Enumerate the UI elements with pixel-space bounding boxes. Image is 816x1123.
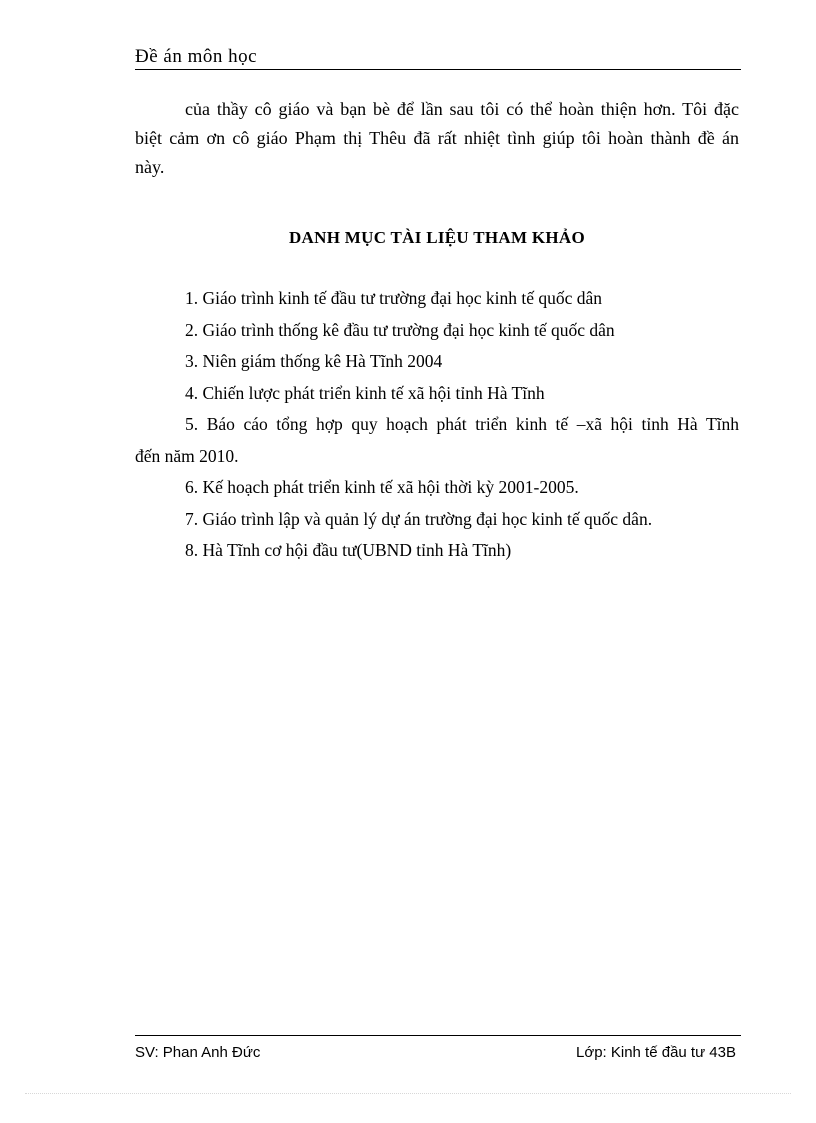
reference-text: 6. Kế hoạch phát triển kinh tế xã hội thời kỳ 2001-2005. <box>185 477 579 497</box>
reference-text: 3. Niên giám thống kê Hà Tĩnh 2004 <box>185 351 443 371</box>
reference-item <box>135 378 739 410</box>
page-bottom-border <box>25 1093 791 1094</box>
reference-text: 4. Chiến lược phát triển kinh tế xã hội tỉnh Hà Tĩnh <box>185 382 545 403</box>
intro-line: biệt cảm ơn cô giáo Phạm thị Thêu đã rất nhiệt tình giúp tôi hoàn thành đề án <box>135 128 739 148</box>
intro-paragraph <box>135 95 739 182</box>
reference-item <box>135 346 739 378</box>
reference-item <box>135 315 739 347</box>
footer-divider <box>135 1035 741 1036</box>
reference-text: 1. Giáo trình kinh tế đầu tư trường đại học kinh tế quốc dân <box>185 288 603 308</box>
reference-item <box>135 472 739 504</box>
intro-line: này. <box>135 157 165 177</box>
footer-student: SV: Phan Anh Đức <box>135 1044 261 1061</box>
reference-item <box>135 283 739 315</box>
reference-text-continuation: đến năm 2010. <box>135 445 239 466</box>
footer-class: Lớp: Kinh tế đầu tư 43B <box>576 1044 736 1061</box>
reference-text: 8. Hà Tĩnh cơ hội đầu tư(UBND tỉnh Hà Tĩnh) <box>185 540 512 560</box>
reference-item <box>135 409 739 472</box>
header-divider <box>135 69 741 70</box>
reference-list <box>135 283 739 567</box>
header-title: Đề án môn học <box>135 46 258 67</box>
references-heading: DANH MỤC TÀI LIỆU THAM KHẢO <box>288 228 586 247</box>
reference-text: 7. Giáo trình lập và quản lý dự án trường đại học kinh tế quốc dân. <box>185 508 653 529</box>
reference-item <box>135 535 739 567</box>
reference-text: 5. Báo cáo tổng hợp quy hoạch phát triển kinh tế –xã hội tỉnh Hà Tĩnh <box>185 414 739 434</box>
reference-text: 2. Giáo trình thống kê đầu tư trường đại học kinh tế quốc dân <box>185 319 615 340</box>
reference-item <box>135 504 739 536</box>
intro-line: của thầy cô giáo và bạn bè để lần sau tôi có thể hoàn thiện hơn. Tôi đặc <box>185 99 739 119</box>
